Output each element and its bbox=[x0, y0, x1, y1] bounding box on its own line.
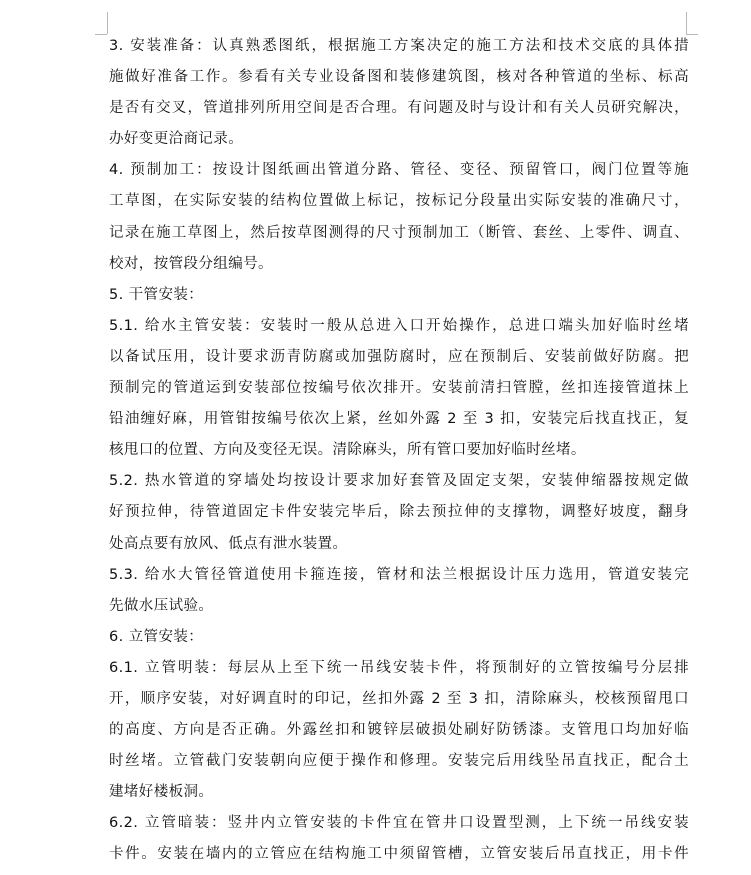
text-line: 校对，按管段分组编号。 bbox=[109, 255, 273, 272]
text-line: 6. 立管安装： bbox=[109, 628, 204, 645]
text-line: 6.2. 立管暗装：竖井内立管安装的卡件宜在管井口设置型测，上下统一吊线安装 bbox=[109, 815, 689, 832]
text-line: 工草图，在实际安装的结构位置做上标记，按标记分段量出实际安装的准确尺寸， bbox=[109, 193, 689, 210]
document-body bbox=[109, 31, 689, 871]
text-line: 预制完的管道运到安装部位按编号依次排开。安装前清扫管膛，丝扣连接管道抹上 bbox=[109, 380, 689, 397]
text-line: 记录在施工草图上，然后按草图测得的尺寸预制加工（断管、套丝、上零件、调直、 bbox=[109, 224, 689, 241]
text-line: 核甩口的位置、方向及变径无误。清除麻头，所有管口要加好临时丝堵。 bbox=[109, 442, 586, 459]
text-line: 先做水压试验。 bbox=[109, 597, 214, 614]
text-line: 5. 干管安装： bbox=[109, 286, 204, 303]
text-line: 5.3. 给水大管径管道使用卡箍连接，管材和法兰根据设计压力选用，管道安装完 bbox=[109, 566, 689, 583]
text-line: 的高度、方向是否正确。外露丝扣和镀锌层破损处刷好防锈漆。支管甩口均加好临 bbox=[109, 722, 689, 739]
text-line: 3. 安装准备：认真熟悉图纸，根据施工方案决定的施工方法和技术交底的具体措 bbox=[109, 38, 689, 54]
text-line: 时丝堵。立管截门安装朝向应便于操作和修理。安装完后用线坠吊直找正，配合土 bbox=[109, 753, 689, 770]
text-line: 处高点要有放风、低点有泄水装置。 bbox=[109, 535, 348, 552]
text-line: 办好变更洽商记录。 bbox=[109, 131, 244, 148]
text-line: 卡件。安装在墙内的立管应在结构施工中须留管槽，立管安装后吊直找正，用卡件 bbox=[109, 846, 689, 863]
text-line: 施做好准备工作。参看有关专业设备图和装修建筑图，核对各种管道的坐标、标高 bbox=[109, 69, 689, 86]
text-line: 好预拉伸，待管道固定卡件安装完毕后，除去预拉伸的支撑物，调整好坡度，翻身 bbox=[109, 504, 689, 521]
text-line: 4. 预制加工：按设计图纸画出管道分路、管径、变径、预留管口，阀门位置等施 bbox=[109, 162, 689, 179]
text-line: 5.2. 热水管道的穿墙处均按设计要求加好套管及固定支架，安装伸缩器按规定做 bbox=[109, 473, 689, 490]
text-line: 建堵好楼板洞。 bbox=[109, 784, 214, 801]
text-line: 6.1. 立管明装：每层从上至下统一吊线安装卡件，将预制好的立管按编号分层排 bbox=[109, 659, 689, 676]
text-line: 开，顺序安装，对好调直时的印记，丝扣外露 2 至 3 扣，清除麻头，校核预留甩口 bbox=[109, 690, 689, 707]
text-line: 铅油缠好麻，用管钳按编号依次上紧，丝如外露 2 至 3 扣，安装完后找直找正，复 bbox=[109, 411, 689, 428]
text-line: 5.1. 给水主管安装：安装时一般从总进入口开始操作，总进口端头加好临时丝堵 bbox=[109, 317, 689, 334]
text-line: 是否有交叉，管道排列所用空间是否合理。有问题及时与设计和有关人员研究解决， bbox=[109, 100, 689, 117]
text-line: 以备试压用，设计要求沥青防腐或加强防腐时，应在预制后、安装前做好防腐。把 bbox=[109, 348, 689, 365]
